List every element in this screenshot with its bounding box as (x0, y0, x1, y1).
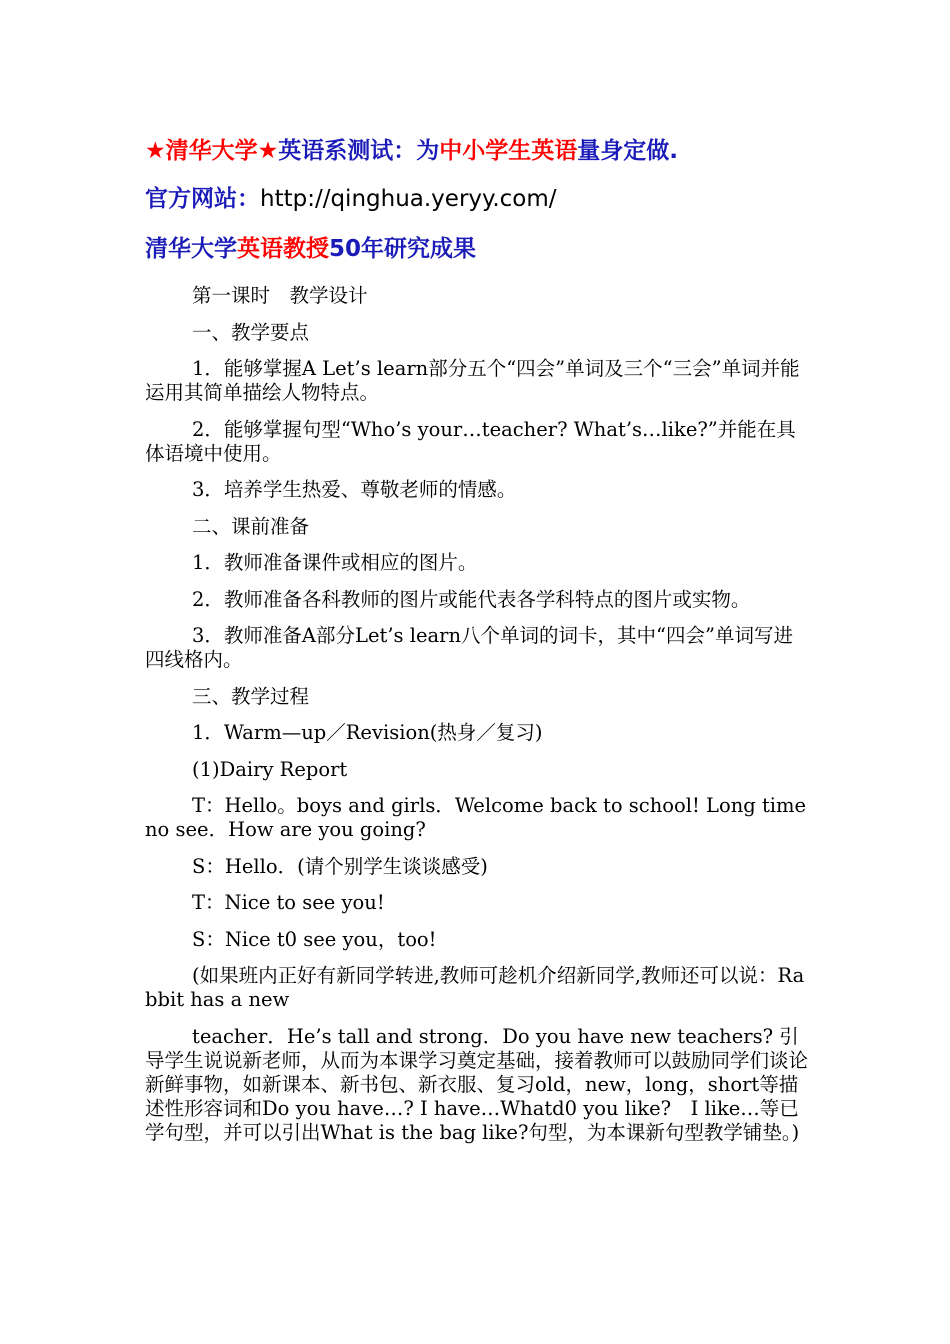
star-icon: ★ (145, 138, 166, 164)
dialogue-line: S：Nice t0 see you，too! (192, 927, 437, 951)
paragraph: 2．能够掌握句型“Who’s your…teacher? What’s…like?”并能在具体语境中使用。 (145, 417, 796, 465)
star-icon: ★ (257, 138, 279, 164)
paragraph: (如果班内正好有新同学转进,教师可趁机介绍新同学,教师还可以说：Rabbit has a new (145, 964, 805, 1011)
lesson-title: 第一课时 教学设计 (192, 284, 368, 307)
dialogue-line: T：Nice to see you! (192, 891, 385, 914)
paragraph: 1．能够掌握A Let’s learn部分五个“四会”单词及三个“三会”单词并能运用其简单描绘人物特点。 (145, 357, 800, 404)
paragraph: 3．教师准备A部分Let’s learn八个单词的词卡，其中“四会”单词写进四线格内。 (145, 624, 793, 671)
document-body (145, 284, 810, 1157)
paragraph: 2．教师准备各科教师的图片或能代表各学科特点的图片或实物。 (192, 587, 751, 611)
section-heading: 三、教学过程 (192, 684, 310, 708)
school-name: 清华大学 (145, 236, 237, 262)
for-text: 为 (416, 138, 440, 164)
colon-text: ： (393, 138, 417, 164)
dialogue-line: S：Hello．(请个别学生谈谈感受) (192, 854, 488, 878)
website-label: 官方网站： (145, 186, 260, 212)
students-text: 中小学生英语 (439, 138, 578, 164)
dept-text: 英语系测试 (278, 138, 394, 164)
section-heading: 二、课前准备 (192, 514, 310, 538)
paragraph: 3．培养学生热爱、尊敬老师的情感。 (192, 478, 517, 501)
paragraph: (1)Dairy Report (192, 757, 348, 781)
paragraph: 1．Warm—up／Revision(热身／复习) (192, 721, 543, 744)
header-line-2 (145, 184, 845, 214)
tail-text: 量身定做. (577, 138, 678, 164)
school-name: 清华大学 (165, 138, 258, 164)
professor-text: 英语教授 (237, 236, 329, 262)
header-line-3 (145, 234, 845, 264)
paragraph: teacher．He’s tall and strong．Do you have new teachers? 引导学生说说新老师，从而为本课学习奠定基础，接着教师可以鼓励同学们谈论新鲜事物，如新课本、新书包、新衣服、复习old，new，long，short等描述性形容词和Do you have…? I have…Whatd0 you like? I like…等已学句型，并可以引出What is the bag like?句型，为本课新句型教学铺垫。) (145, 1024, 809, 1144)
section-heading: 一、教学要点 (192, 320, 310, 344)
header-line-1 (145, 136, 845, 166)
research-text: 50年研究成果 (329, 236, 477, 262)
paragraph: 1．教师准备课件或相应的图片。 (192, 551, 478, 574)
website-link[interactable]: http://qinghua.yeryy.com/ (260, 186, 557, 212)
dialogue-line: T：Hello。boys and girls．Welcome back to school! Long time no see．How are you going? (145, 794, 807, 841)
